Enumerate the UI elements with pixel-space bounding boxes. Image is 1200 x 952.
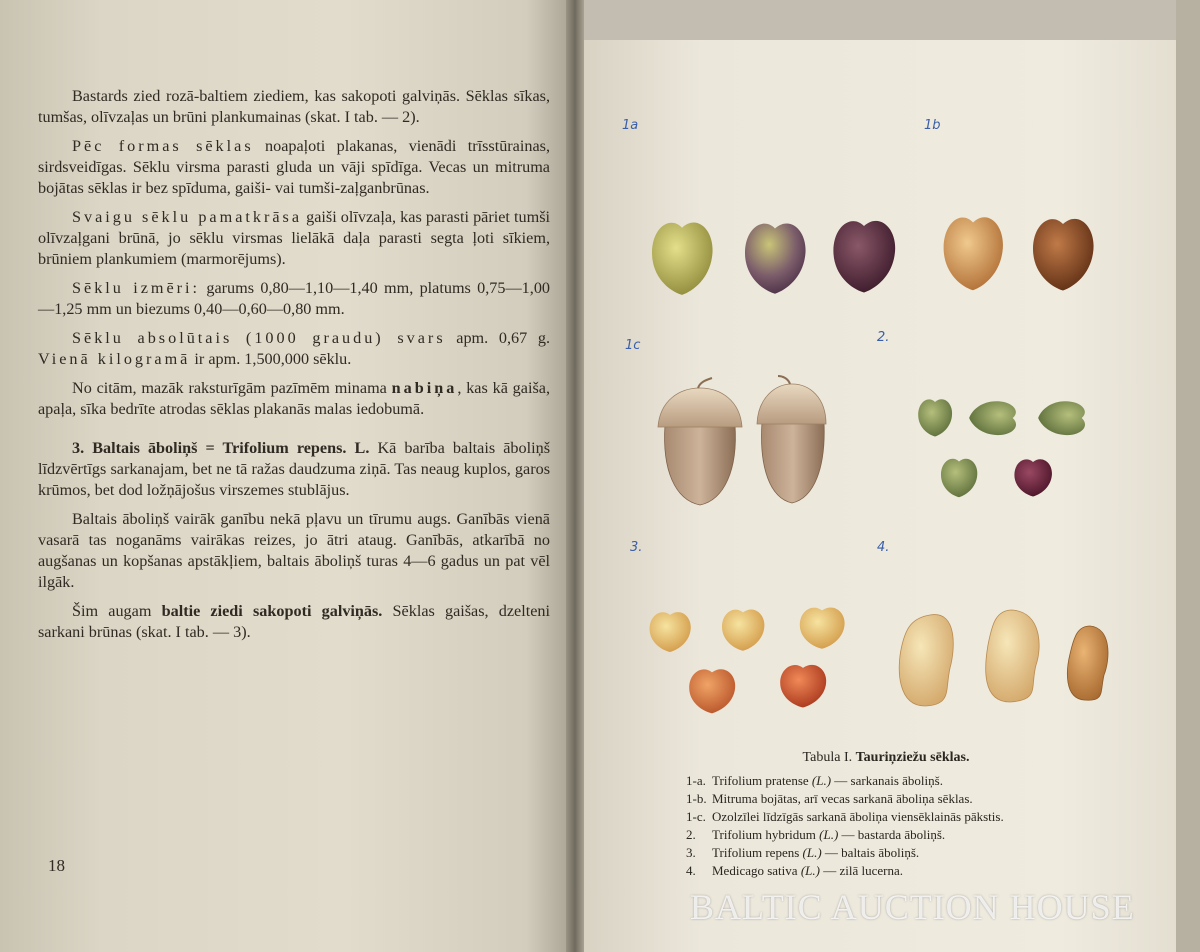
section-heading: 3. Baltais āboliņš = Trifolium repens. L. [72, 439, 370, 457]
paragraph-text: , kas kā gaiša, apaļa, sīka bedrīte atrodas sēklas plakanās malas iedobumā. [38, 379, 550, 418]
caption-title-text: Tauriņziežu sēklas. [855, 750, 970, 765]
caption-number: 4. [686, 863, 696, 878]
seed-1b-brown [1033, 219, 1094, 291]
paragraph-text: gaiši olīvzaļa, kas parasti pāriet tumši olīvzaļgani brūnā, jo sēklu virsmas lielākā daļa parasti segta ļoti sīkiem, brūniem plankumiem (marmorējums). [38, 208, 550, 268]
watermark: BALTIC AUCTION HOUSE [690, 887, 1135, 927]
seed-1a-purple [833, 221, 895, 293]
spaced-term: Sēklu izmēri: [72, 279, 201, 297]
caption-text [712, 826, 1106, 844]
plate-caption [686, 750, 1106, 880]
caption-text [712, 790, 1106, 808]
label-2: 2. [877, 330, 890, 345]
bold-text: baltie ziedi sakopoti galviņās. [161, 602, 383, 620]
caption-text [712, 772, 1106, 790]
label-1c: 1c [625, 338, 641, 353]
caption-row [686, 772, 1106, 790]
caption-species: Trifolium hybridum [712, 827, 820, 842]
acorn-pod-2 [757, 376, 826, 503]
label-3: 3. [630, 540, 643, 555]
caption-author: (L.) [800, 863, 820, 878]
seed-2-green-1 [918, 399, 952, 436]
caption-number: 3. [686, 845, 696, 860]
caption-row [686, 826, 1106, 844]
caption-common-name: — baltais āboliņš. [821, 845, 920, 860]
caption-common-name: — zilā lucerna. [819, 863, 903, 878]
caption-species: Ozolzīlei līdzīgās sarkanā āboliņa viensēklainās pākstis. [712, 809, 1004, 824]
caption-number: 1-a. [686, 773, 706, 788]
seed-1a-mixed [745, 223, 806, 293]
page-number: 18 [48, 856, 65, 875]
spaced-term: Vienā kilogramā [38, 350, 191, 368]
paragraph-text: Bastards zied rozā-baltiem ziediem, kas sakopoti galviņās. Sēklas sīkas, tumšas, olīvzaļas un brūni plankumainas (skat. I tab. — 2). [38, 87, 550, 126]
label-1b: 1b [924, 118, 941, 133]
caption-row [686, 862, 1106, 880]
caption-row [686, 790, 1106, 808]
label-4: 4. [877, 540, 890, 555]
caption-row [686, 844, 1106, 862]
paragraph-text: apm. 0,67 g. [445, 329, 550, 347]
caption-author: (L.) [819, 827, 839, 842]
paragraph-text: ir apm. 1,500,000 sēklu. [190, 350, 352, 368]
seed-3-orange [689, 669, 735, 713]
spaced-term: Pēc formas sēklas [72, 137, 254, 155]
seed-4-bean-3 [1067, 626, 1108, 700]
caption-number: 1-b. [686, 791, 707, 806]
paragraph-text: Baltais āboliņš vairāk ganību nekā pļavu un tīrumu augs. Ganībās vienā vasarā tas noganāms vairākas reizes, jo ātri ataug. Ganībās, atkarībā no augšanas un kopšanas apstākļiem, baltais āboliņš turas 4—6 gadus un pat vēl ilgāk. [38, 510, 550, 591]
paragraph-text: Šim augam [72, 602, 162, 620]
caption-species: Trifolium pratense [712, 773, 812, 788]
caption-species: Medicago sativa [712, 863, 801, 878]
caption-text [712, 808, 1106, 826]
paragraph-text: Kā barība baltais āboliņš līdzvērtīgs sarkanajam, bet ne tā ražas daudzuma ziņā. Tas neaug kuplos, garos krūmos, bet dod ložņājošus virszemes stublājus. [38, 439, 550, 499]
seed-3-red [780, 665, 826, 708]
caption-species: Mitruma bojātas, arī vecas sarkanā āboliņa sēklas. [712, 791, 973, 806]
seed-2-green-3 [1038, 401, 1085, 435]
caption-text [712, 844, 1106, 862]
caption-number: 2. [686, 827, 696, 842]
caption-author: (L.) [802, 845, 822, 860]
seed-4-bean-2 [986, 610, 1039, 702]
caption-row [686, 808, 1106, 826]
caption-title [666, 750, 1106, 766]
seed-2-green-2 [969, 401, 1016, 435]
seed-2-green-4 [941, 459, 977, 498]
caption-species: Trifolium repens [712, 845, 803, 860]
caption-common-name: — sarkanais āboliņš. [831, 773, 943, 788]
acorn-pod-1 [658, 378, 742, 505]
seed-3-yellow-1 [650, 612, 691, 652]
caption-number: 1-c. [686, 809, 706, 824]
caption-common-name: — bastarda āboliņš. [838, 827, 946, 842]
seed-3-yellow-3 [800, 607, 845, 648]
paragraph-text: Sēklas gaišas, dzelteni sarkani brūnas (skat. I tab. — 3). [38, 602, 550, 641]
spaced-term: Sēklu absolūtais (1000 graudu) svars [72, 329, 446, 347]
seed-1b-tan [944, 217, 1003, 290]
spaced-term: nabiņa [391, 379, 458, 397]
seed-4-bean-1 [899, 615, 953, 706]
seed-1a-olive [652, 223, 713, 295]
paragraph-text: garums 0,80—1,10—1,40 mm, platums 0,75—1,00—1,25 mm un biezums 0,40—0,60—0,80 mm. [38, 279, 551, 318]
caption-table-number: Tabula I. [802, 750, 853, 765]
caption-author: (L.) [811, 773, 832, 788]
paragraph-text: noapaļoti plakanas, vienādi trīsstūrainas, sirdsveidīgas. Sēklu virsma parasti gluda un vāji spīdīga. Vecas un mitruma bojātas sēklas ir bez spīduma, gaiši- vai tumši-zaļganbrūnas. [38, 137, 550, 197]
label-1a: 1a [622, 118, 639, 133]
seed-2-maroon [1014, 459, 1052, 496]
paragraph-text: No citām, mazāk raksturīgām pazīmēm minama [72, 379, 392, 397]
caption-text [712, 862, 1106, 880]
spaced-term: Svaigu sēklu pamatkrāsa [72, 208, 303, 226]
seed-3-yellow-2 [722, 609, 764, 650]
